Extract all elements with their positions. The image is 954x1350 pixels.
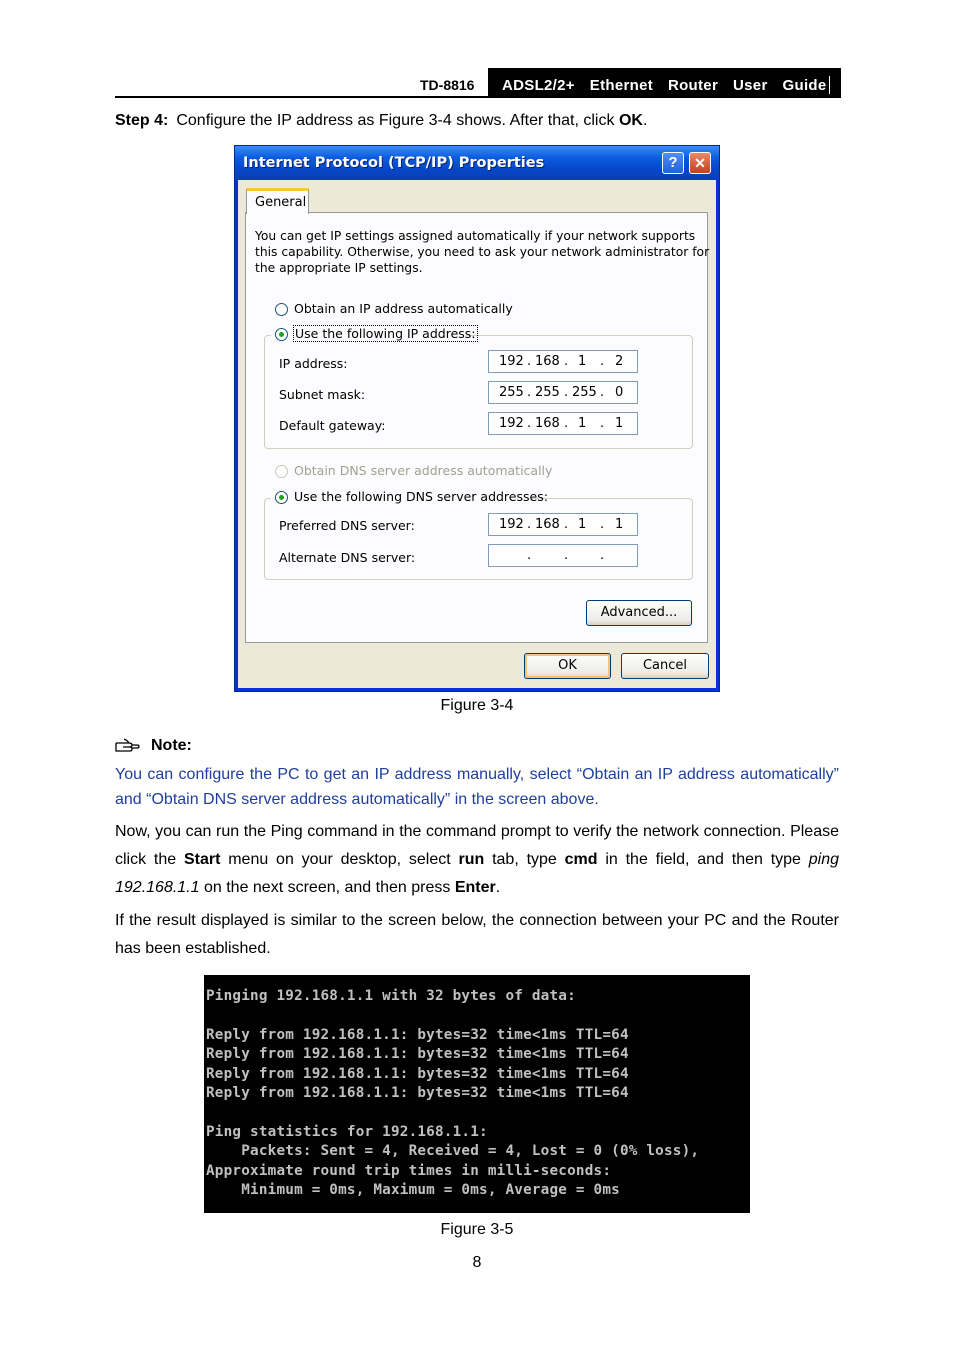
cmd-word: cmd [564, 851, 598, 868]
step-text: Configure the IP address as Figure 3-4 shows. After that, click [176, 112, 619, 129]
note-body: You can configure the PC to get an IP address manually, select “Obtain an IP address automatically” and “Obtain DNS server address automatically” in the screen above. [115, 766, 839, 808]
ip-dot: . [600, 385, 605, 400]
start-word: Start [183, 851, 221, 868]
obtain-ip-radio[interactable] [275, 303, 288, 316]
header-guide-title: ADSL2/2+ Ethernet Router User Guide [502, 77, 827, 94]
para-text: on the next screen, and then press [199, 879, 455, 896]
help-icon: ? [668, 154, 678, 171]
ip-dot: . [527, 416, 532, 431]
ip-dot: . [564, 416, 569, 431]
result-paragraph: If the result displayed is similar to the screen below, the connection between your PC and the Router has been established. [115, 912, 839, 957]
ip-dot: . [527, 354, 532, 369]
ping-command: ping 192.168.1.1 [115, 851, 840, 896]
step-label: Step 4: [115, 112, 169, 129]
ip-dot: . [564, 548, 569, 563]
console-line: Reply from 192.168.1.1: bytes=32 time<1ms TTL=64 [206, 1085, 629, 1102]
run-word: run [458, 851, 485, 868]
para-text: menu on your desktop, select [220, 851, 459, 868]
page-number: 8 [472, 1254, 482, 1271]
ip-octet: 255 [499, 385, 524, 400]
close-icon: ✕ [694, 155, 706, 171]
ip-octet: 192 [499, 354, 524, 369]
use-dns-radio[interactable] [275, 491, 288, 504]
subnet-mask-field[interactable] [488, 381, 638, 404]
intro-text [255, 228, 710, 276]
alternate-dns-label: Alternate DNS server: [279, 550, 416, 565]
intro-line: You can get IP settings assigned automatically if your network supports [255, 229, 696, 243]
help-button[interactable] [662, 152, 684, 174]
ip-octet: 255 [572, 385, 597, 400]
ip-octet: 2 [615, 354, 624, 369]
console-line: Minimum = 0ms, Maximum = 0ms, Average = 0ms [206, 1182, 620, 1199]
figure-3-4-caption: Figure 3-4 [440, 697, 514, 714]
ip-address-field[interactable] [488, 350, 638, 373]
dialog-client-area [238, 180, 716, 688]
ip-octet: 168 [535, 517, 560, 532]
ip-octet: 1 [615, 416, 624, 431]
ip-octet: 192 [499, 416, 524, 431]
ip-octet: 255 [535, 385, 560, 400]
close-button[interactable] [689, 152, 711, 174]
ip-dot: . [564, 517, 569, 532]
enter-word: Enter [454, 879, 496, 896]
obtain-ip-label[interactable]: Obtain an IP address automatically [294, 301, 513, 316]
dialog-titlebar[interactable] [235, 146, 719, 180]
obtain-dns-radio[interactable] [275, 465, 288, 478]
ip-octet: 168 [535, 354, 560, 369]
ip-octet: 1 [578, 517, 587, 532]
ip-dot: . [527, 385, 532, 400]
default-gateway-field[interactable] [488, 412, 638, 435]
ip-dot: . [600, 354, 605, 369]
ip-dot: . [564, 385, 569, 400]
ip-octet: 1 [578, 416, 587, 431]
preferred-dns-label: Preferred DNS server: [279, 518, 415, 533]
advanced-button[interactable]: Advanced... [586, 600, 692, 626]
console-line: Reply from 192.168.1.1: bytes=32 time<1ms TTL=64 [206, 1065, 629, 1082]
ip-dot: . [564, 354, 569, 369]
ip-dot: . [600, 517, 605, 532]
ip-dot: . [527, 517, 532, 532]
ip-dot: . [600, 548, 605, 563]
figure-3-5-caption: Figure 3-5 [440, 1221, 514, 1238]
ip-address-label: IP address: [279, 356, 348, 371]
ip-dot: . [600, 416, 605, 431]
subnet-mask-label: Subnet mask: [279, 387, 366, 402]
alternate-dns-field[interactable] [488, 544, 638, 567]
tab-general[interactable]: General [246, 188, 309, 214]
console-line: Pinging 192.168.1.1 with 32 bytes of data: [206, 988, 576, 1004]
note-heading: Note: [151, 737, 192, 754]
para-text: in the field, and then type [597, 851, 809, 868]
step-text-end: . [642, 112, 648, 129]
ok-button[interactable]: OK [524, 653, 611, 679]
ip-octet: 192 [499, 517, 524, 532]
dialog-title: Internet Protocol (TCP/IP) Properties [243, 155, 545, 171]
ip-octet: 1 [615, 517, 624, 532]
console-line: Ping statistics for 192.168.1.1: [206, 1123, 488, 1140]
command-prompt-output [204, 975, 750, 1213]
pointing-hand-icon [115, 738, 141, 754]
console-line: Approximate round trip times in milli-seconds: [206, 1162, 612, 1179]
use-ip-label[interactable]: Use the following IP address: [295, 326, 476, 341]
default-gateway-label: Default gateway: [279, 418, 386, 433]
step-ok-word: OK [618, 112, 643, 129]
intro-line: the appropriate IP settings. [255, 261, 423, 275]
dns-group [264, 498, 693, 580]
console-line: Reply from 192.168.1.1: bytes=32 time<1ms TTL=64 [206, 1026, 629, 1043]
step-4-instruction [115, 112, 647, 130]
ip-octet: 1 [578, 354, 587, 369]
intro-line: this capability. Otherwise, you need to ask your network administrator for [255, 245, 710, 259]
ip-octet: 0 [615, 385, 624, 400]
para-text: tab, type [484, 851, 565, 868]
ping-instructions-paragraph [115, 818, 839, 902]
use-dns-label[interactable]: Use the following DNS server addresses: [294, 489, 548, 504]
header-model: TD-8816 [420, 77, 475, 93]
cancel-button[interactable]: Cancel [621, 653, 709, 679]
header-rule [115, 96, 841, 98]
ip-octet: 168 [535, 416, 560, 431]
obtain-dns-label: Obtain DNS server address automatically [294, 463, 553, 478]
para-text: Now, you can run the Ping command in the command prompt to verify the network connection. Please click the [115, 823, 839, 868]
ip-dot: . [527, 548, 532, 563]
header-divider-tick [829, 76, 830, 94]
tcpip-properties-dialog [234, 145, 720, 692]
use-ip-radio[interactable] [275, 328, 288, 341]
preferred-dns-field[interactable] [488, 513, 638, 536]
para-text: . [495, 879, 501, 896]
console-line: Packets: Sent = 4, Received = 4, Lost = 0 (0% loss), [206, 1143, 700, 1160]
console-line: Reply from 192.168.1.1: bytes=32 time<1ms TTL=64 [206, 1046, 629, 1063]
